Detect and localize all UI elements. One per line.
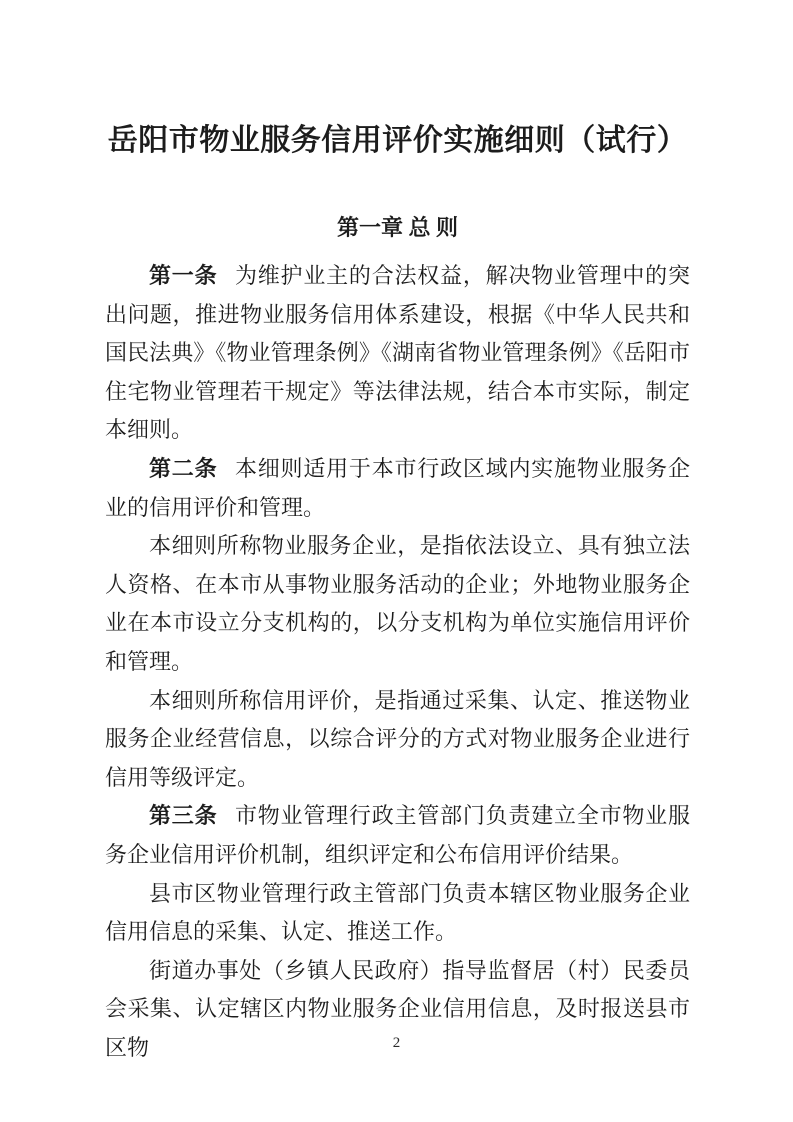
paragraph-text: 街道办事处（乡镇人民政府）指导监督居（村）民委员会采集、认定辖区内物业服务企业信用信息，及时报送县市区物 (105, 957, 690, 1060)
paragraph (105, 527, 690, 681)
paragraph-text: 市物业管理行政主管部门负责建立全市物业服务企业信用评价机制，组织评定和公布信用评价结果。 (105, 803, 690, 867)
chapter-heading: 第一章 总 则 (336, 215, 458, 240)
paragraph-text: 为维护业主的合法权益，解决物业管理中的突出问题，推进物业服务信用体系建设，根据《中华人民共和国民法典》《物业管理条例》《湖南省物业管理条例》《岳阳市住宅物业管理若干规定》等法律法规，结合本市实际，制定本细则。 (105, 263, 690, 443)
article-number: 第一条 (149, 263, 218, 288)
paragraph-text: 县市区物业管理行政主管部门负责本辖区物业服务企业信用信息的采集、认定、推送工作。 (105, 880, 690, 945)
document-title: 岳阳市物业服务信用评价实施细则（试行） (107, 124, 688, 157)
paragraph (105, 682, 690, 798)
paragraph (105, 875, 690, 952)
article-number: 第二条 (149, 455, 218, 481)
paragraph-article-1 (105, 257, 690, 450)
paragraph-article-3 (105, 797, 690, 874)
article-number: 第三条 (149, 803, 218, 829)
page-number: 2 (392, 1035, 401, 1051)
paragraph-text: 本细则适用于本市行政区域内实施物业服务企业的信用评价和管理。 (105, 455, 690, 520)
paragraph-text: 本细则所称信用评价，是指通过采集、认定、推送物业服务企业经营信息，以综合评分的方式对物业服务企业进行信用等级评定。 (105, 687, 690, 790)
paragraph-text: 本细则所称物业服务企业，是指依法设立、具有独立法人资格、在本市从事物业服务活动的企业；外地物业服务企业在本市设立分支机构的，以分支机构为单位实施信用评价和管理。 (105, 533, 690, 674)
paragraph-article-2 (105, 450, 690, 527)
document-body (105, 257, 690, 1067)
